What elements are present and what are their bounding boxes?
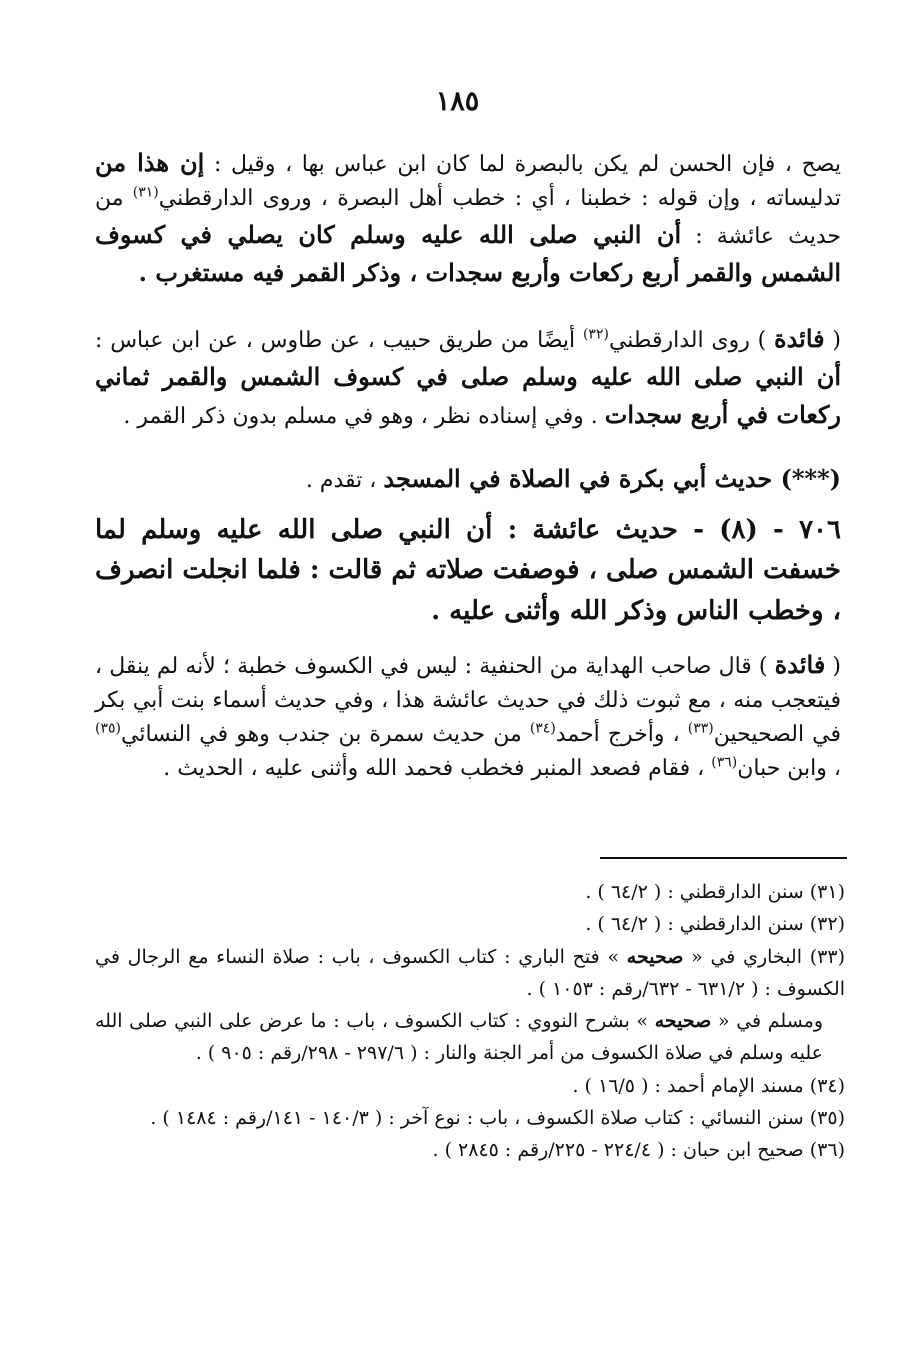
p1-bold-1: إن هذا من bbox=[95, 148, 205, 177]
p2-faida-label: فائدة bbox=[774, 324, 825, 353]
paragraph-5 bbox=[95, 646, 841, 786]
p5-text-1: ( bbox=[825, 654, 842, 679]
p1-bold-hadith: أن النبي صلى الله عليه وسلم كان يصلي في كسوف الشمس والقمر أربع ركعات وأربع سجدات ، وذكر القمر فيه مستغرب . bbox=[95, 220, 841, 288]
footnote-34: (٣٤) مسند الإمام أحمد : ( ١٦/٥ ) . bbox=[572, 1074, 845, 1097]
footnote-33 bbox=[95, 941, 845, 1006]
footnote-ref-32: (٣٢) bbox=[582, 326, 609, 343]
p5-text-4: من حديث سمرة بن جندب وهو في النسائي bbox=[120, 722, 530, 748]
footnote-31: (٣١) سنن الدارقطني : ( ٦٤/٢ ) . bbox=[585, 881, 845, 903]
footnote-35: (٣٥) سنن النسائي : كتاب صلاة الكسوف ، باب : نوع آخر : ( ١٤٠/٣ - ١٤١/رقم : ١٤٨٤ ) . bbox=[150, 1107, 845, 1130]
p2-text-4: . وفي إسناده نظر ، وهو في مسلم بدون ذكر القمر . bbox=[123, 404, 605, 430]
p2-text-3: أيضًا من طريق حبيب ، عن طاوس ، عن ابن عباس : bbox=[95, 328, 583, 353]
footnote-ref-33: (٣٣) bbox=[687, 720, 714, 737]
p5-text-3: ، وأخرج أحمد bbox=[555, 722, 688, 748]
footnote-33-muslim-bold: صحيحه bbox=[654, 1010, 712, 1033]
page-number: ١٨٥ bbox=[435, 86, 480, 117]
footnote-33-bold: صحيحه bbox=[626, 945, 684, 968]
p1-text-1: يصح ، فإن الحسن لم يكن بالبصرة لما كان ابن عباس بها ، وقيل : bbox=[204, 152, 841, 177]
p5-text-5: ، وابن حبان bbox=[737, 756, 841, 782]
hadith-706-text: ٧٠٦ - (٨) - حديث عائشة : أن النبي صلى الله عليه وسلم لما خسفت الشمس صلى ، فوصفت صلاته ثم قالت : فلما انجلت انصرف ، وخطب الناس وذكر الله وأثنى عليه . bbox=[95, 515, 841, 626]
footnote-separator bbox=[600, 857, 847, 859]
paragraph-1 bbox=[95, 144, 841, 292]
p3-text: ، تقدم . bbox=[305, 468, 384, 493]
footnote-33-muslim-part-2: » بشرح النووي : كتاب الكسوف ، باب : ما عرض على النبي صلى الله عليه وسلم في صلاة الكسوف من أمر الجنة والنار : ( ٢٩٧/٦ - ٢٩٨/رقم : ٩٠٥ ) . bbox=[95, 1010, 823, 1065]
footnotes bbox=[95, 876, 845, 1167]
p5-text-6: ، فقام فصعد المنبر فخطب فحمد الله وأثنى عليه ، الحديث . bbox=[163, 756, 712, 782]
footnote-ref-31: (٣١) bbox=[132, 184, 159, 201]
footnote-ref-34: (٣٤) bbox=[529, 720, 556, 737]
p2-text-1: ( bbox=[824, 328, 842, 353]
p2-text-2: ) روى الدارقطني bbox=[608, 328, 774, 353]
footnote-33-muslim bbox=[95, 1005, 845, 1070]
p2-bold-hadith: أن النبي صلى الله عليه وسلم صلى في كسوف الشمس والقمر ثماني ركعات في أربع سجدات bbox=[95, 362, 841, 430]
p1-text-3: من حديث عائشة : bbox=[95, 186, 842, 250]
footnote-ref-36: (٣٦) bbox=[711, 754, 738, 771]
p1-text-2: تدليساته ، وإن قوله : خطبنا ، أي : خطب أهل البصرة ، وروى الدارقطني bbox=[158, 186, 842, 212]
p3-bold: (***) حديث أبي بكرة في الصلاة في المسجد bbox=[383, 464, 841, 493]
p5-faida-label: فائدة bbox=[774, 650, 826, 679]
paragraph-2 bbox=[95, 320, 841, 434]
p5-text-2: ) قال صاحب الهداية من الحنفية : ليس في الكسوف خطبة ؛ لأنه لم ينقل ، فيتعجب منه ، مع ثبوت ذلك في حديث عائشة هذا ، وفي حديث أسماء بنت أبي بكر في الصحيحين bbox=[95, 654, 841, 748]
footnote-ref-35: (٣٥) bbox=[95, 720, 121, 737]
footnote-33-muslim-part-1: ومسلم في « bbox=[711, 1010, 824, 1033]
footnote-36: (٣٦) صحيح ابن حبان : ( ٢٢٤/٤ - ٢٢٥/رقم : ٢٨٤٥ ) . bbox=[432, 1139, 845, 1162]
footnote-33-part-1: (٣٣) البخاري في « bbox=[683, 945, 845, 968]
hadith-706 bbox=[95, 510, 841, 631]
footnote-33-part-2: » فتح الباري : كتاب الكسوف ، باب : صلاة النساء مع الرجال في الكسوف : ( ٦٣١/٢ - ٦٣٢/رقم : ١٠٥٣ ) . bbox=[95, 945, 845, 1000]
footnote-32: (٣٢) سنن الدارقطني : ( ٦٤/٢ ) . bbox=[585, 913, 845, 936]
paragraph-3 bbox=[95, 460, 841, 498]
